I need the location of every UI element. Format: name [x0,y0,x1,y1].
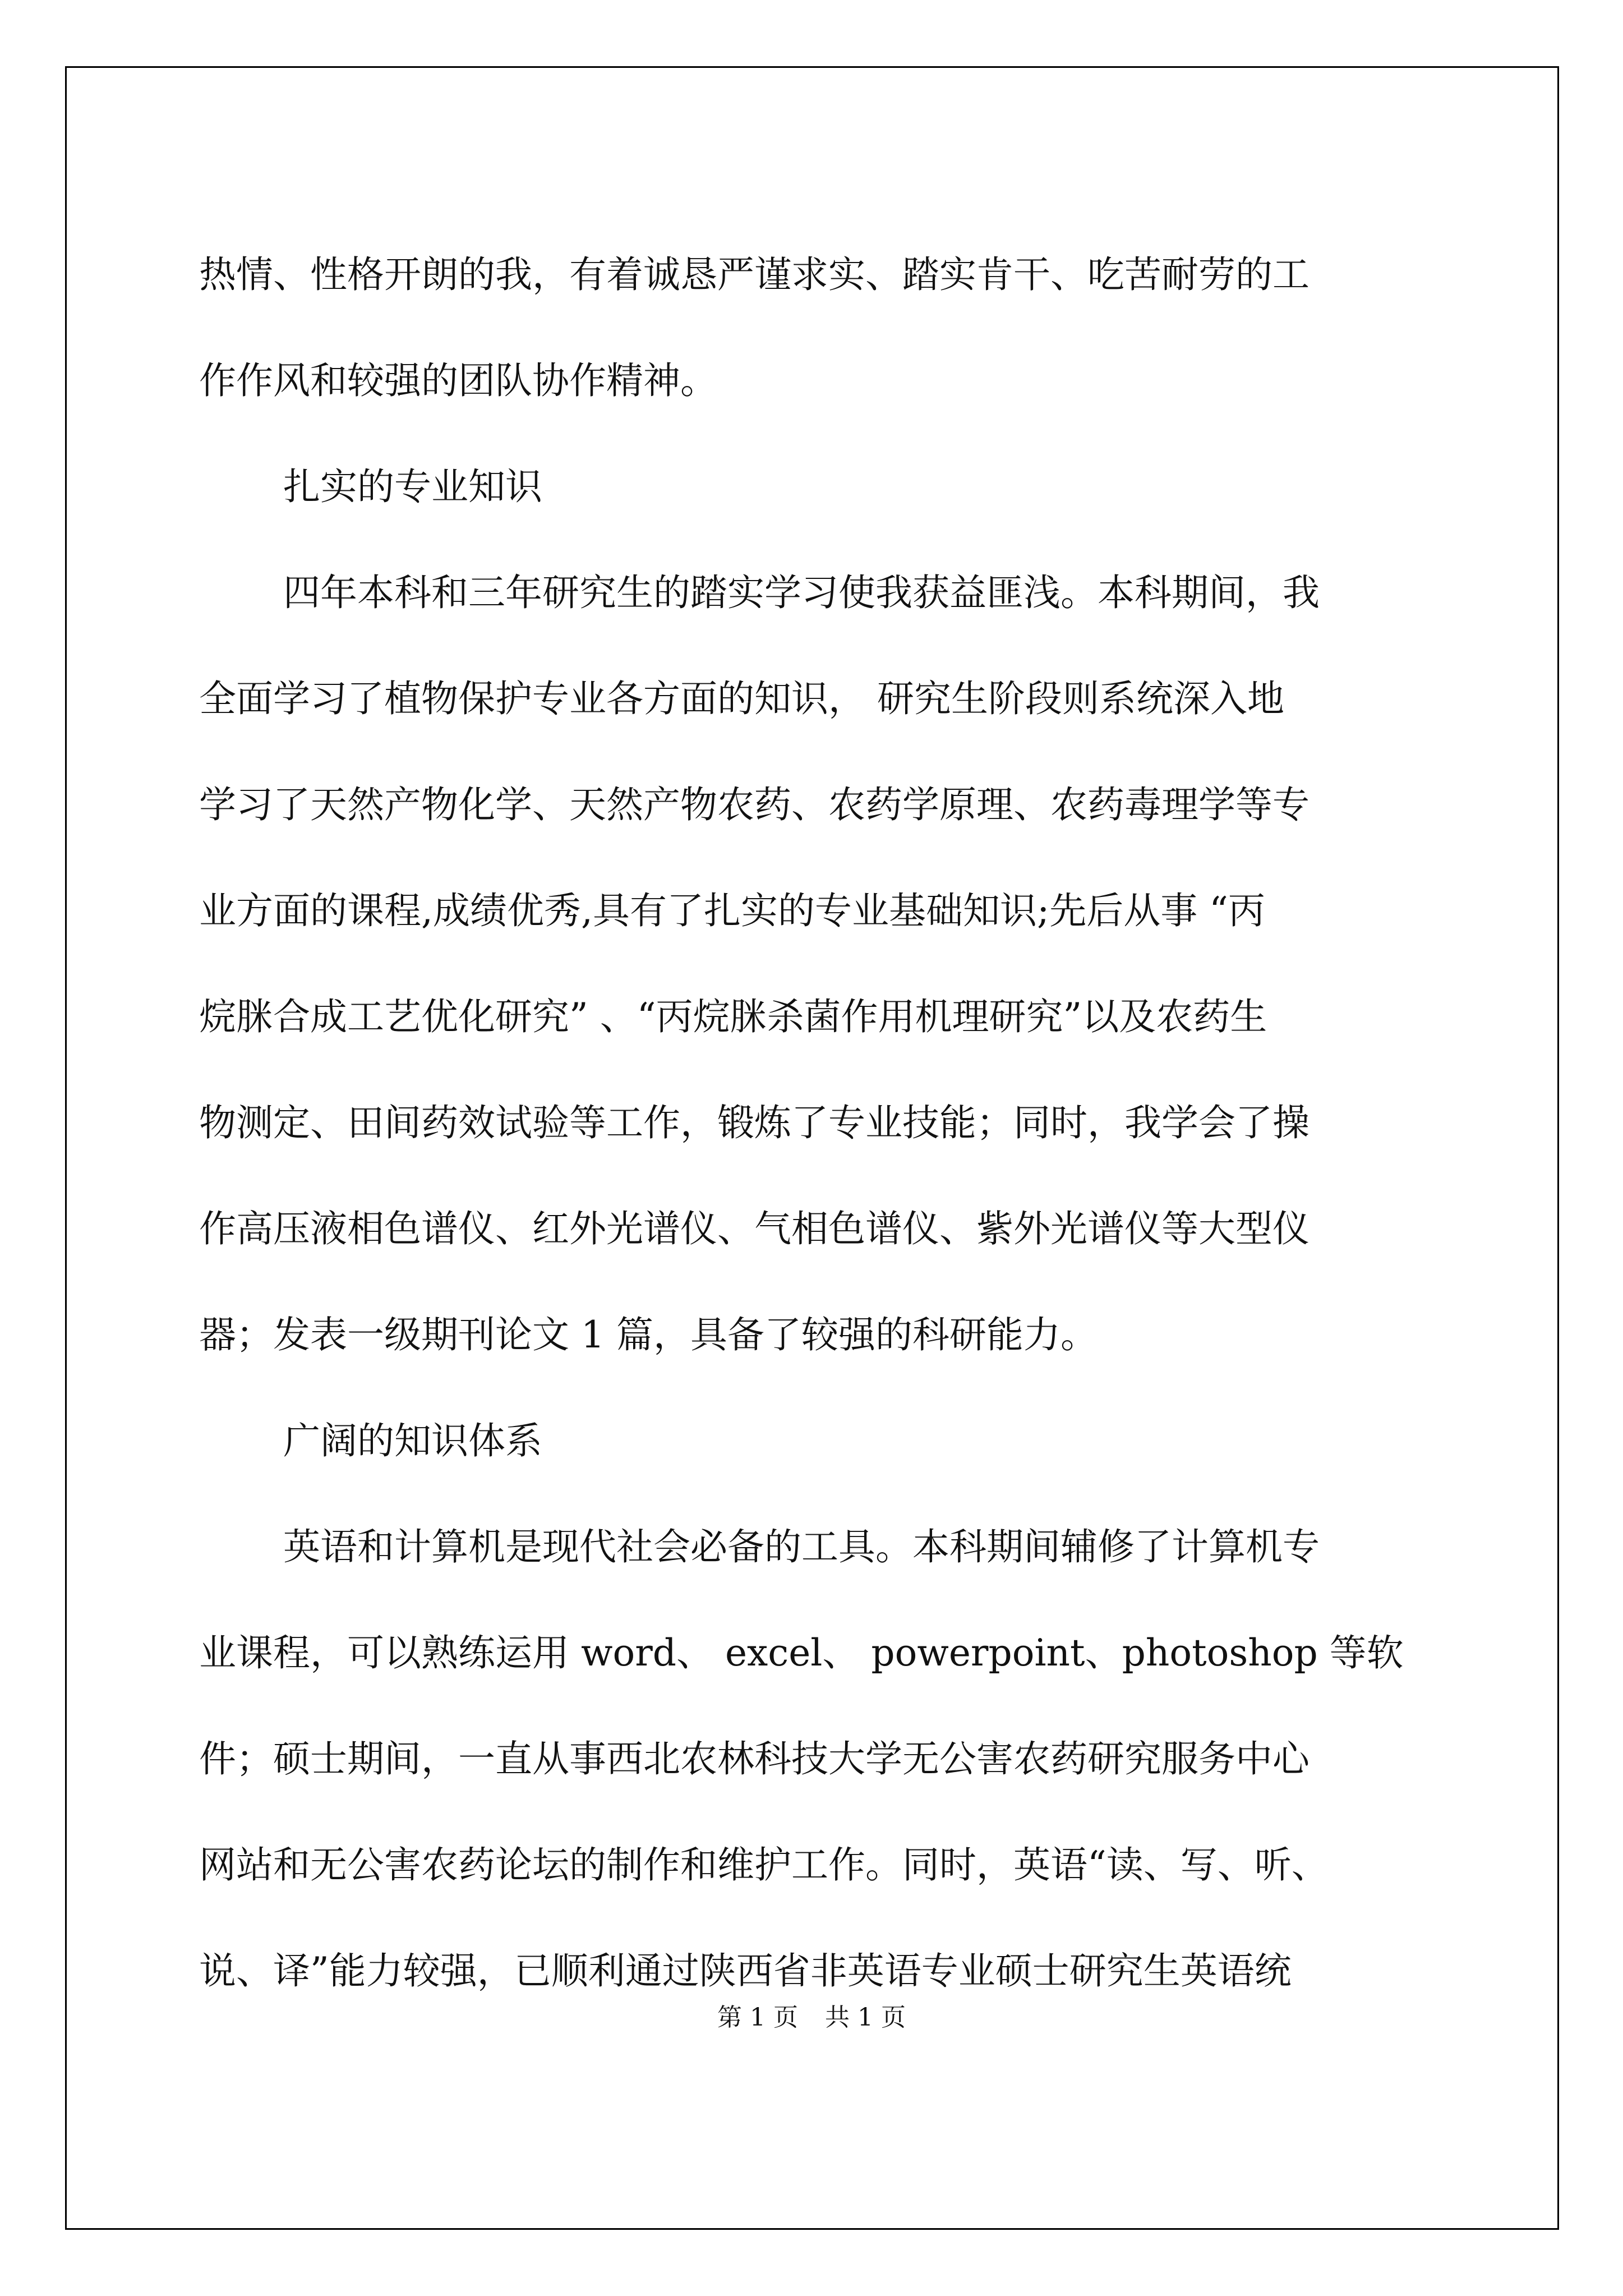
text-line: 四年本科和三年研究生的踏实学习使我获益匪浅。本科期间，我 [283,571,1320,614]
text-line: 热情、性格开朗的我，有着诚恳严谨求实、踏实肯干、吃苦耐劳的工 [199,253,1310,296]
page-footer [0,1997,1623,2033]
text-line: 器；发表一级期刊论文 1 篇，具备了较强的科研能力。 [199,1313,1098,1356]
text-line: 件；硕士期间，一直从事西北农林科技大学无公害农药研究服务中心 [199,1737,1310,1780]
page-number: 第 1 页 [717,2003,798,2032]
text-line: 学习了天然产物化学、天然产物农药、农药学原理、农药毒理学等专 [199,783,1310,826]
text-line: 英语和计算机是现代社会必备的工具。本科期间辅修了计算机专 [283,1525,1320,1568]
text-line: 烷脒合成工艺优化研究” 、“丙烷脒杀菌作用机理研究”以及农药生 [199,995,1267,1038]
page-total: 共 1 页 [825,2003,906,2032]
text-line: 物测定、田间药效试验等工作，锻炼了专业技能；同时，我学会了操 [199,1101,1310,1144]
section-heading: 广阔的知识体系 [283,1419,542,1462]
text-line: 说、译”能力较强，已顺利通过陕西省非英语专业硕士研究生英语统 [199,1949,1292,1993]
text-line: 业课程，可以熟练运用 word、 excel、 powerpoint、photoshop 等软 [199,1631,1404,1674]
text-line: 作高压液相色谱仪、红外光谱仪、气相色谱仪、紫外光谱仪等大型仪 [199,1207,1310,1250]
text-line: 网站和无公害农药论坛的制作和维护工作。同时，英语“读、写、听、 [199,1843,1329,1887]
text-line: 作作风和较强的团队协作精神。 [199,359,717,402]
text-line: 全面学习了植物保护专业各方面的知识， 研究生阶段则系统深入地 [199,677,1284,720]
text-line: 业方面的课程,成绩优秀,具有了扎实的专业基础知识;先后从事 “丙 [199,889,1265,932]
section-heading: 扎实的专业知识 [283,465,542,508]
document-body [199,222,1430,2024]
